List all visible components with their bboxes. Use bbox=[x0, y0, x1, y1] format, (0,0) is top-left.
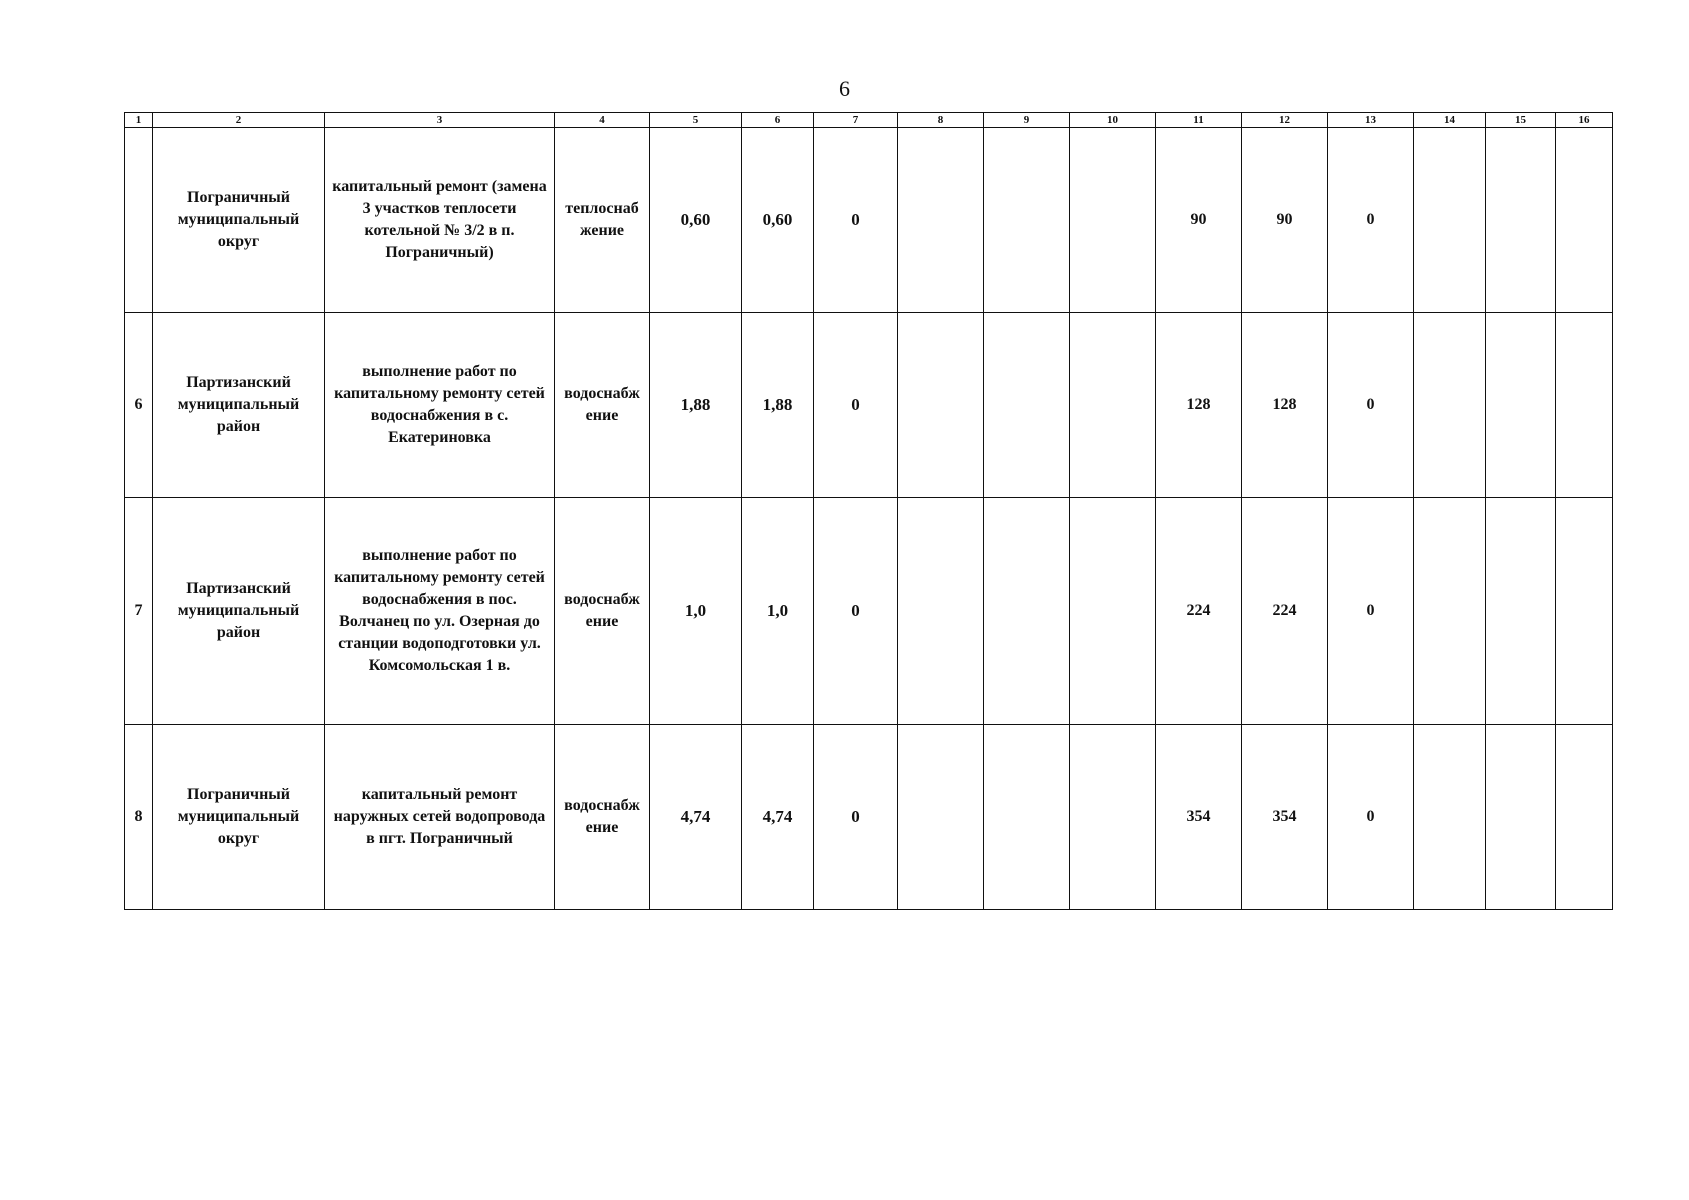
value-cell bbox=[1070, 725, 1156, 910]
value-cell: 0 bbox=[1328, 725, 1414, 910]
work-description-cell: капитальный ремонт (замена 3 участков теплосети котельной № 3/2 в п. Пограничный) bbox=[325, 128, 555, 313]
value-cell: 224 bbox=[1156, 498, 1242, 725]
column-header: 16 bbox=[1556, 113, 1613, 128]
value-cell bbox=[984, 725, 1070, 910]
value-cell: 128 bbox=[1242, 313, 1328, 498]
value-cell bbox=[1556, 313, 1613, 498]
value-cell bbox=[1486, 313, 1556, 498]
column-header: 4 bbox=[555, 113, 650, 128]
table-row bbox=[125, 725, 1613, 910]
column-header: 1 bbox=[125, 113, 153, 128]
value-cell: 0 bbox=[1328, 313, 1414, 498]
column-header: 10 bbox=[1070, 113, 1156, 128]
value-cell: 0 bbox=[814, 498, 898, 725]
column-header: 15 bbox=[1486, 113, 1556, 128]
column-header: 7 bbox=[814, 113, 898, 128]
work-description-cell: выполнение работ по капитальному ремонту сетей водоснабжения в с. Екатериновка bbox=[325, 313, 555, 498]
value-cell bbox=[1556, 725, 1613, 910]
value-cell: 128 bbox=[1156, 313, 1242, 498]
value-cell bbox=[1486, 498, 1556, 725]
value-cell: 0 bbox=[1328, 498, 1414, 725]
column-header: 12 bbox=[1242, 113, 1328, 128]
row-number bbox=[125, 128, 153, 313]
value-cell: 4,74 bbox=[650, 725, 742, 910]
table-row bbox=[125, 498, 1613, 725]
value-cell: 1,88 bbox=[742, 313, 814, 498]
page-number: 6 bbox=[839, 76, 850, 101]
column-header: 14 bbox=[1414, 113, 1486, 128]
value-cell: 0 bbox=[1328, 128, 1414, 313]
value-cell: 224 bbox=[1242, 498, 1328, 725]
row-number: 7 bbox=[125, 498, 153, 725]
value-cell: 354 bbox=[1242, 725, 1328, 910]
value-cell: 0,60 bbox=[742, 128, 814, 313]
table-row bbox=[125, 313, 1613, 498]
service-type-cell: теплоснаб жение bbox=[555, 128, 650, 313]
row-number: 8 bbox=[125, 725, 153, 910]
work-description-cell: выполнение работ по капитальному ремонту сетей водоснабжения в пос. Волчанец по ул. Озерная до станции водоподготовки ул. Комсомольская 1 в. bbox=[325, 498, 555, 725]
value-cell bbox=[1486, 725, 1556, 910]
value-cell: 4,74 bbox=[742, 725, 814, 910]
column-number-header bbox=[125, 113, 1613, 128]
value-cell: 1,0 bbox=[650, 498, 742, 725]
value-cell bbox=[1414, 128, 1486, 313]
value-cell bbox=[984, 313, 1070, 498]
column-header: 3 bbox=[325, 113, 555, 128]
service-type-cell: водоснабж ение bbox=[555, 313, 650, 498]
value-cell bbox=[1486, 128, 1556, 313]
value-cell: 0 bbox=[814, 725, 898, 910]
value-cell bbox=[1556, 128, 1613, 313]
value-cell bbox=[1414, 313, 1486, 498]
value-cell: 0,60 bbox=[650, 128, 742, 313]
value-cell: 90 bbox=[1242, 128, 1328, 313]
value-cell: 0 bbox=[814, 128, 898, 313]
municipality-cell: Пограничный муниципальный округ bbox=[153, 725, 325, 910]
value-cell bbox=[1070, 498, 1156, 725]
value-cell bbox=[1070, 128, 1156, 313]
value-cell bbox=[1556, 498, 1613, 725]
value-cell bbox=[1414, 498, 1486, 725]
column-header: 5 bbox=[650, 113, 742, 128]
municipality-cell: Партизанский муниципальный район bbox=[153, 498, 325, 725]
work-description-cell: капитальный ремонт наружных сетей водопровода в пгт. Пограничный bbox=[325, 725, 555, 910]
data-table bbox=[124, 112, 1613, 910]
service-type-cell: водоснабж ение bbox=[555, 725, 650, 910]
value-cell bbox=[984, 128, 1070, 313]
value-cell bbox=[984, 498, 1070, 725]
value-cell bbox=[898, 128, 984, 313]
value-cell: 0 bbox=[814, 313, 898, 498]
row-number: 6 bbox=[125, 313, 153, 498]
column-header: 6 bbox=[742, 113, 814, 128]
column-header: 9 bbox=[984, 113, 1070, 128]
value-cell bbox=[1414, 725, 1486, 910]
value-cell: 354 bbox=[1156, 725, 1242, 910]
column-header: 2 bbox=[153, 113, 325, 128]
service-type-cell: водоснабж ение bbox=[555, 498, 650, 725]
table-row bbox=[125, 128, 1613, 313]
value-cell bbox=[898, 498, 984, 725]
value-cell bbox=[898, 313, 984, 498]
municipality-cell: Пограничный муниципальный округ bbox=[153, 128, 325, 313]
column-header: 13 bbox=[1328, 113, 1414, 128]
value-cell: 1,0 bbox=[742, 498, 814, 725]
municipality-cell: Партизанский муниципальный район bbox=[153, 313, 325, 498]
value-cell bbox=[898, 725, 984, 910]
value-cell: 1,88 bbox=[650, 313, 742, 498]
column-header: 8 bbox=[898, 113, 984, 128]
value-cell bbox=[1070, 313, 1156, 498]
value-cell: 90 bbox=[1156, 128, 1242, 313]
column-header: 11 bbox=[1156, 113, 1242, 128]
